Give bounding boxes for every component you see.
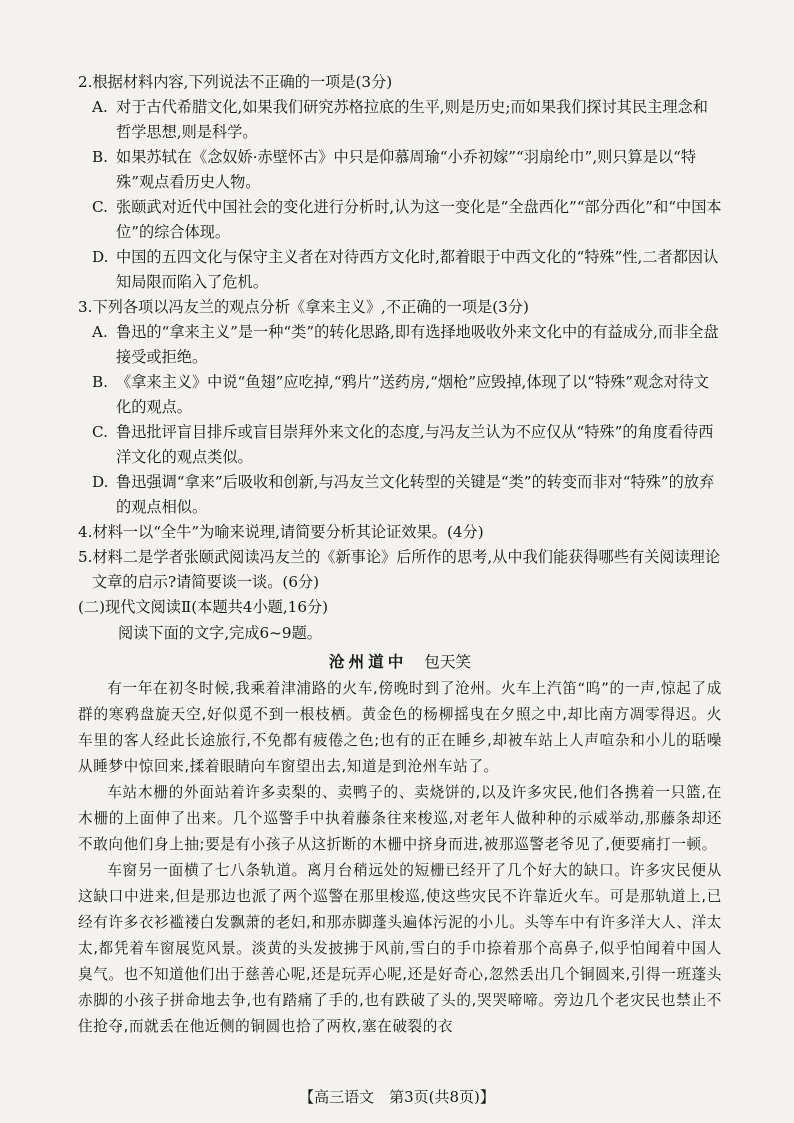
option-d [78, 245, 722, 295]
article-paragraph: 车站木栅的外面站着许多卖梨的、卖鸭子的、卖烧饼的,以及许多灾民,他们各携着一只篮,在木栅的上面伸了出来。几个巡警手中执着藤条往来梭巡,对老年人做种种的示威举动,那藤条却还不敢向他们身上抽;要是有小孩子从这折断的木栅中挤身而进,被那巡警老爷见了,便要痛打一顿。 [78, 784, 722, 853]
option-label: A. [92, 98, 108, 116]
option-label: C. [92, 423, 108, 441]
question-5 [78, 545, 722, 595]
option-text: 如果苏轼在《念奴娇·赤壁怀古》中只是仰慕周瑜“小乔初嫁”“羽扇纶巾”,则只算是以“特殊”观点看历史人物。 [116, 148, 697, 191]
option-label: B. [92, 148, 108, 166]
option-b [78, 370, 722, 420]
question-stem: 4.材料一以“全牛”为喻来说理,请简要分析其论证效果。(4分) [78, 523, 484, 541]
question-stem: 2.根据材料内容,下列说法不正确的一项是(3分) [78, 73, 393, 91]
article-paragraph: 有一年在初冬时候,我乘着津浦路的火车,傍晚时到了沧州。火车上汽笛“呜”的一声,惊起了成群的寒鸦盘旋天空,好似觅不到一根枝栖。黄金色的杨柳摇曳在夕照之中,却比南方凋零得迟。火车里的客人经此长途旅行,不免都有疲倦之色;也有的正在睡乡,却被车站上人声喧杂和小儿的聒噪从睡梦中惊回来,揉着眼睛向车窗望出去,知道是到沧州车站了。 [78, 680, 722, 775]
article-title-line [78, 648, 722, 676]
option-label: B. [92, 373, 108, 391]
question-stem: 3.下列各项以冯友兰的观点分析《拿来主义》,不正确的一项是(3分) [78, 298, 529, 316]
option-label: C. [92, 198, 108, 216]
option-d [78, 470, 722, 520]
section-heading: (二)现代文阅读Ⅱ(本题共4小题,16分) [78, 598, 329, 616]
option-text: 《拿来主义》中说“鱼翅”应吃掉,“鸦片”送药房,“烟枪”应毁掉,体现了以“特殊”观念对待文化的观点。 [116, 373, 709, 416]
option-text: 中国的五四文化与保守主义者在对待西方文化时,都着眼于中西文化的“特殊”性,二者都因认知局限而陷入了危机。 [116, 248, 719, 291]
option-text: 对于古代希腊文化,如果我们研究苏格拉底的生平,则是历史;而如果我们探讨其民主理念和哲学思想,则是科学。 [116, 98, 708, 141]
option-c [78, 195, 722, 245]
article-title: 沧州道中 [328, 652, 408, 671]
article-paragraph: 车窗另一面横了七八条轨道。离月台稍远处的短栅已经开了几个好大的缺口。许多灾民便从这缺口中进来,但是那边也派了两个巡警在那里梭巡,使这些灾民不许靠近火车。可是那轨道上,已经有许多衣衫褴褛白发飘萧的老妇,和那赤脚蓬头遍体污泥的小儿。头等车中有许多洋大人、洋太太,都凭着车窗展览风景。淡黄的头发披拂于风前,雪白的手巾捺着那个高鼻子,似乎怕闻着中国人臭气。也不知道他们出于慈善心呢,还是玩弄心呢,还是好奇心,忽然丢出几个铜圆来,引得一班蓬头赤脚的小孩子拼命地去争,也有踏痛了手的,也有跌破了头的,哭哭啼啼。旁边几个老灾民也禁止不住抢夺,而就丢在他近侧的铜圆也拾了两枚,塞在破裂的衣 [78, 862, 722, 1035]
question-4 [78, 520, 722, 545]
option-a [78, 95, 722, 145]
option-text: 鲁迅的“拿来主义”是一种“类”的转化思路,即有选择地吸收外来文化中的有益成分,而非全盘接受或拒绝。 [116, 323, 719, 366]
page-footer: 【高三语文 第3页(共8页)】 [299, 1088, 495, 1106]
option-label: A. [92, 323, 108, 341]
option-label: D. [92, 473, 109, 491]
section-instruction: 阅读下面的文字,完成6~9题。 [118, 624, 322, 642]
option-text: 张颐武对近代中国社会的变化进行分析时,认为这一变化是“全盘西化”“部分西化”和“中国本位”的综合体现。 [116, 198, 722, 241]
option-label: D. [92, 248, 109, 266]
question-2 [78, 70, 722, 295]
option-c [78, 420, 722, 470]
article-author: 包天笑 [424, 653, 472, 671]
question-3 [78, 295, 722, 520]
option-text: 鲁迅强调“拿来”后吸收和创新,与冯友兰文化转型的关键是“类”的转变而非对“特殊”的放弃的观点相似。 [116, 473, 715, 516]
option-a [78, 320, 722, 370]
option-text: 鲁迅批评盲目排斥或盲目崇拜外来文化的态度,与冯友兰认为不应仅从“特殊”的角度看待西洋文化的观点类似。 [116, 423, 714, 466]
option-b [78, 145, 722, 195]
question-stem: 5.材料二是学者张颐武阅读冯友兰的《新事论》后所作的思考,从中我们能获得哪些有关阅读理论文章的启示?请简要谈一谈。(6分) [78, 548, 721, 591]
